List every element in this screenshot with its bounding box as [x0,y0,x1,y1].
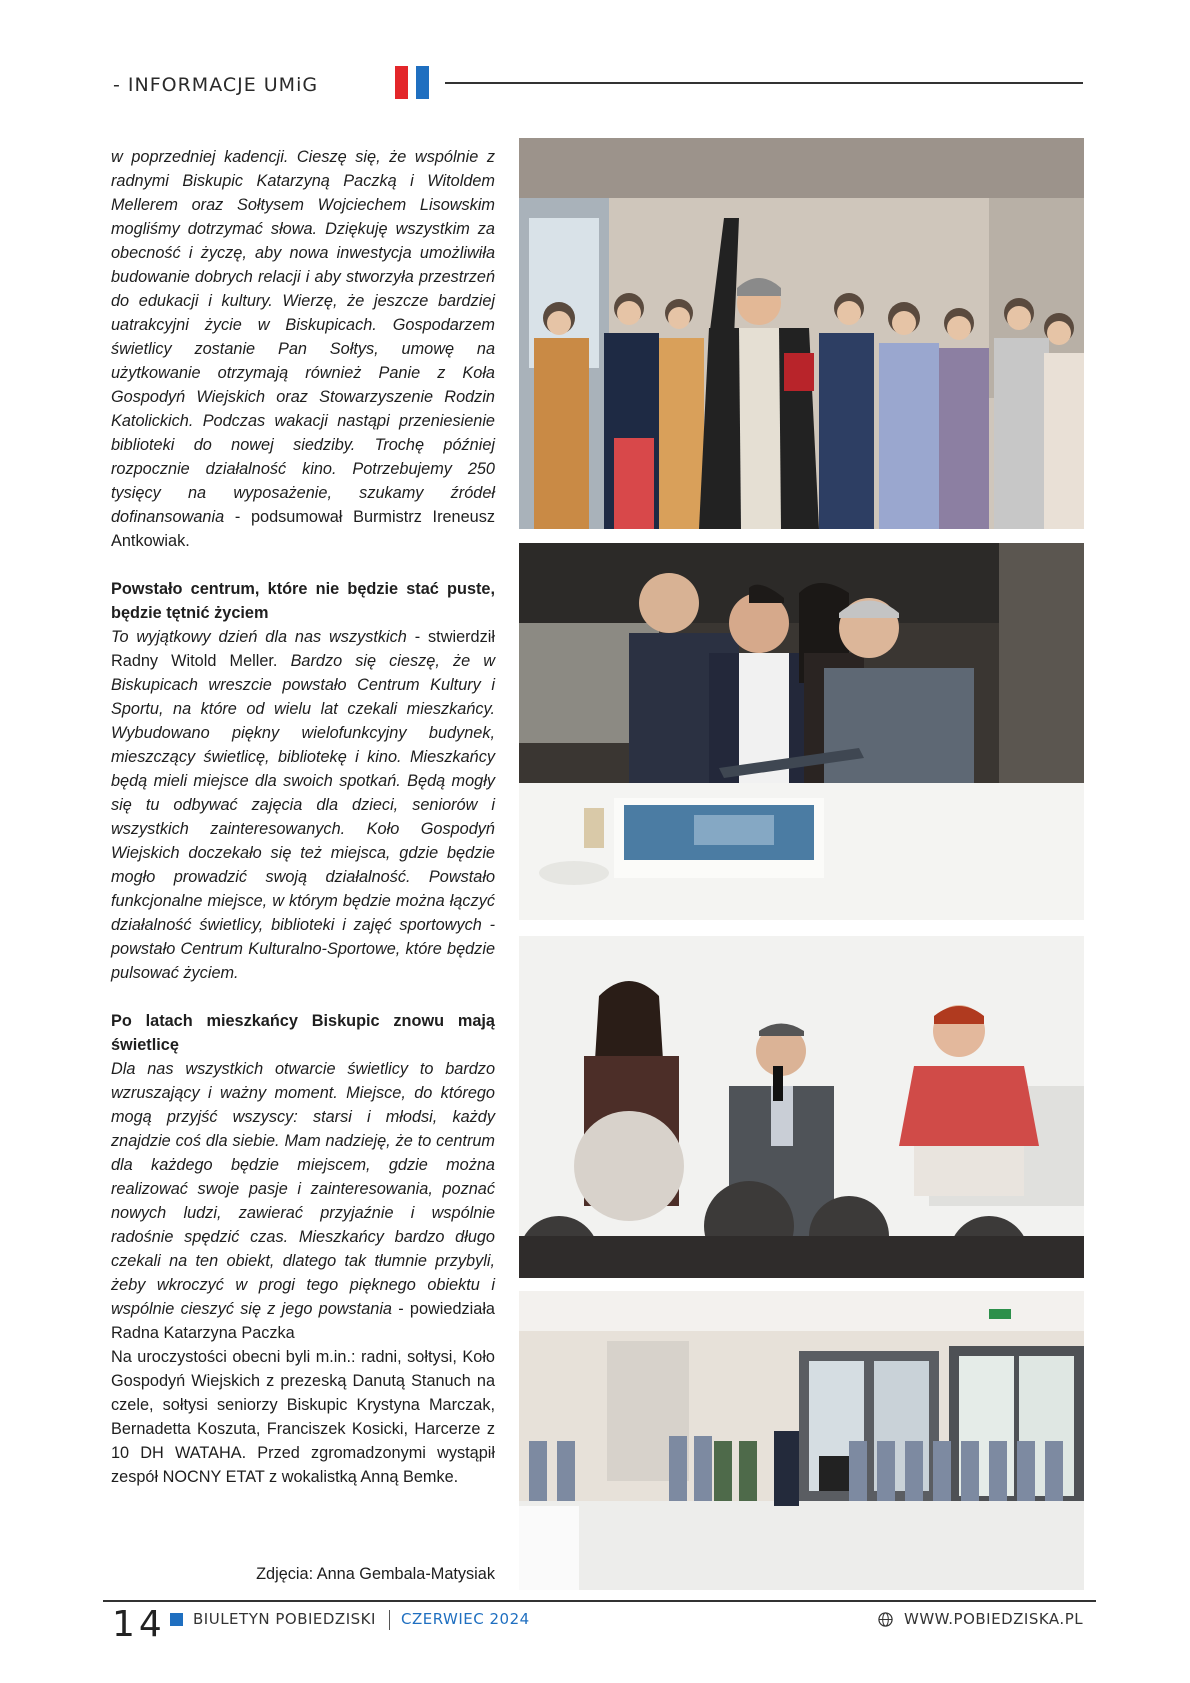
closing-paragraph: Na uroczystości obecni byli m.in.: radni, sołtysi, Koło Gospodyń Wiejskich z prezeską Danutą Stanuch na czele, sołtysi seniorzy Biskupic Krystyna Marczak, Bernadetta Koszuta, Franciszek Kosicki, Harcerze z 10 DH WATAHA. Przed zgromadzonymi wystąpił zespół NOCNY ETAT z wokalistką Anną Bemke. [111,1348,495,1486]
publication-name: BIULETYN POBIEDZISKI [193,1610,376,1628]
header-divider [445,82,1083,84]
intro-quote: w poprzedniej kadencji. Cieszę się, że wspólnie z radnymi Biskupic Katarzyną Paczką i Witoldem Mellerem oraz Sołtysem Wojciechem Lisowskim mogliśmy dotrzymać słowa. Dziękuję wszystkim za obecność i życzę, aby nowa inwestycja umożliwiła budowanie dobrych relacji i aby stworzyła przestrzeń do edukacji i kultury. Wierzę, że jeszcze bardziej uatrakcyjni życie w Biskupicach. Gospodarzem świetlicy zostanie Pan Sołtys, umowę na użytkowanie otrzymają również Panie z Koła Gospodyń Wiejskich oraz Stowarzyszenie Rodzin Katolickich. Podczas wakacji nastąpi przeniesienie biblioteki do nowej siedziby. Trochę później rozpocznie działalność kino. Potrzebujemy 250 tysięcy na wyposażenie, szukamy źródeł dofinansowania [111,148,495,526]
scouts-photo [519,1291,1084,1590]
speech-photo [519,936,1084,1278]
section2-attribution: - stwierdził Radny Witold Meller. [111,628,495,670]
section-label: - INFORMACJE UMiG [113,74,319,96]
intro-attribution: - podsumował Burmistrz Ireneusz Antkowiak. [111,508,495,550]
article-text [111,145,495,1489]
footer-separator [389,1610,390,1630]
footer-square-icon [170,1613,183,1626]
section3-quote: Dla nas wszystkich otwarcie świetlicy to bardzo wzruszający i ważny moment. Miejsce, do którego mogą przyjść wszyscy: starsi i młodsi, każdy znajdzie coś dla siebie. Mam nadzieję, że to centrum dla każdego będzie miejscem, gdzie można realizować swoje pasje i zainteresowania, poznać nowych ludzi, zawierać przyjaźnie i wspólnie radośnie spędzić czas. Mieszkańcy bardzo długo czekali na ten obiekt, dlatego tak tłumnie przybyli, żeby wkroczyć w progi tego pięknego obiektu i wspólnie cieszyć się z jego powstania [111,1060,495,1318]
page-number: 14 [112,1604,166,1645]
section2-quote2: Bardzo się cieszę, że w Biskupicach wreszcie powstało Centrum Kultury i Sportu, na które od wielu lat czekali mieszkańcy. Wybudowano piękny wielofunkcyjny budynek, mieszczący świetlicę, bibliotekę i kino. Mieszkańcy będą mieli miejsce dla swoich spotkań. Będą mogły się tu odbywać zajęcia dla dzieci, seniorów i wszystkich zainteresowanych. Koło Gospodyń Wiejskich doczekało się też miejsca, gdzie będzie mogło prowadzić swoją działalność. Powstało funkcjonalne miejsce, w którym będzie można łączyć działalność świetlicy, biblioteki i zajęć sportowych - powstało Centrum Kulturalno-Sportowe, które będzie pulsować życiem. [111,652,495,982]
section3-attribution: - powiedziała Radna Katarzyna Paczka [111,1300,495,1342]
flag-red-bar [395,66,408,99]
globe-icon [878,1612,893,1627]
photo-credit: Zdjęcia: Anna Gembala-Matysiak [256,1565,495,1583]
section3-heading: Po latach mieszkańcy Biskupic znowu mają świetlicę [111,1012,495,1054]
blessing-photo [519,138,1084,529]
section2-heading: Powstało centrum, które nie będzie stać puste, będzie tętnić życiem [111,580,495,622]
section2-paragraph [111,625,495,985]
section3-paragraph [111,1057,495,1345]
flag-blue-bar [416,66,429,99]
issue-date: CZERWIEC 2024 [401,1610,530,1628]
cake-cutting-photo [519,543,1084,920]
section2-quote1: To wyjątkowy dzień dla nas wszystkich [111,628,407,646]
intro-paragraph [111,145,495,553]
footer-divider [103,1600,1096,1602]
website-link[interactable]: WWW.POBIEDZISKA.PL [904,1610,1084,1628]
